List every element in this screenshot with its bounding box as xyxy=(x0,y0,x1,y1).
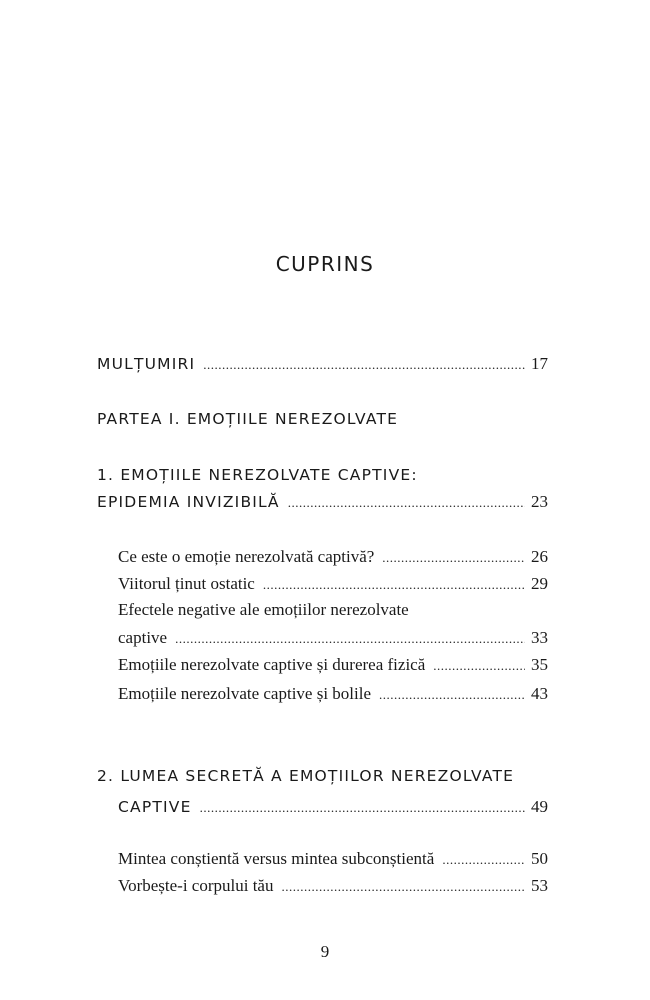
toc-entry-page: 17 xyxy=(531,354,548,373)
toc-entry-page: 50 xyxy=(531,849,548,868)
toc-entry-chapter-1[interactable] xyxy=(97,489,548,515)
dot-leader xyxy=(175,626,525,652)
toc-entry-section[interactable] xyxy=(118,652,548,678)
toc-entry-page: 33 xyxy=(531,628,548,647)
toc-entry-label: Vorbește-i corpului tău xyxy=(118,876,274,895)
page-number: 9 xyxy=(320,942,330,961)
dot-leader xyxy=(203,352,525,378)
toc-entry-section[interactable] xyxy=(118,544,548,570)
chapter-2-title-line1[interactable]: 2. LUMEA SECRETĂ A EMOȚIILOR NEREZOLVATE xyxy=(97,767,515,785)
toc-entry-page: 49 xyxy=(531,797,548,816)
chapter-1-title-line1[interactable]: 1. EMOȚIILE NEREZOLVATE CAPTIVE: xyxy=(97,466,418,484)
dot-leader xyxy=(200,795,525,821)
dot-leader xyxy=(281,874,525,900)
toc-entry-label: Emoțiile nerezolvate captive și durerea fizică xyxy=(118,655,426,674)
toc-entry-label: Mintea conștientă versus mintea subconștientă xyxy=(118,849,435,868)
toc-entry-label: Viitorul ținut ostatic xyxy=(118,574,255,593)
toc-entry-section[interactable] xyxy=(118,873,548,899)
dot-leader xyxy=(433,653,525,679)
toc-entry-label: Emoțiile nerezolvate captive și bolile xyxy=(118,684,372,703)
toc-entry-page: 23 xyxy=(531,492,548,511)
toc-entry-page: 35 xyxy=(531,655,548,674)
toc-entry-label: Ce este o emoție nerezolvată captivă? xyxy=(118,547,375,566)
toc-entry-section[interactable] xyxy=(118,681,548,707)
page-title: CUPRINS xyxy=(275,252,375,276)
toc-entry-section[interactable] xyxy=(118,571,548,597)
toc-entry-page: 43 xyxy=(531,684,548,703)
toc-entry-label-line1[interactable]: Efectele negative ale emoțiilor nerezolvate xyxy=(118,600,409,619)
toc-entry-page: 26 xyxy=(531,547,548,566)
toc-entry-label: MULȚUMIRI xyxy=(97,355,196,373)
chapter-1-title-line2: EPIDEMIA INVIZIBILĂ xyxy=(97,493,280,511)
chapter-2-title-line2: CAPTIVE xyxy=(118,798,192,816)
toc-entry-multumiri[interactable] xyxy=(97,351,548,377)
toc-entry-label: captive xyxy=(118,628,168,647)
toc-entry-chapter-2[interactable] xyxy=(118,794,548,820)
dot-leader xyxy=(382,545,525,571)
dot-leader xyxy=(288,490,525,516)
toc-entry-section[interactable] xyxy=(118,846,548,872)
toc-entry-section[interactable] xyxy=(118,625,548,651)
dot-leader xyxy=(379,682,525,708)
toc-entry-page: 53 xyxy=(531,876,548,895)
part-heading: PARTEA I. EMOȚIILE NEREZOLVATE xyxy=(97,410,399,428)
dot-leader xyxy=(442,847,525,873)
dot-leader xyxy=(263,572,525,598)
toc-entry-page: 29 xyxy=(531,574,548,593)
